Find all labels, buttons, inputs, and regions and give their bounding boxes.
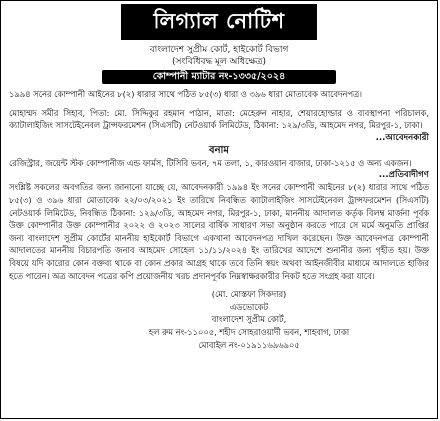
versus-label: বনাম: [209, 144, 229, 156]
jurisdiction: (সংবিধিবদ্ধ মূল অধিক্ষেত্র): [171, 57, 266, 67]
notice-title: লিগ্যাল নোটিশ: [121, 4, 317, 40]
petitioner-details: মোহাম্মদ সমীর সিহাব, পিতা: মো. সিদ্দিকুর রহমান পাঠান, মাতা: মেহেরুন নাহার, শেয়ারহোল্ডার ও ব্যবস্থাপনা পরিচালক, ক্যাটালাইজিং সাসটেইনেবল ট্রান্সফরমেশন (সিএসটি) নেটওয়ার্ক লিমিটেড, ঠিকানা: ১২৯/৩ডি, আহমেদ নগর, মিরপুর-১, ঢাকা।: [9, 107, 429, 131]
matter-number: কোম্পানী ম্যাটার নং-১৩৩৫/২০২৪: [102, 70, 336, 84]
signature-block: [1, 288, 437, 351]
advocate-court: বাংলাদেশ সুপ্রীম কোর্ট,: [211, 314, 287, 325]
respondent-details: রেজিস্ট্রার, জয়েন্ট স্টক কোম্পানীজ এন্ড ফার্মস, টিসিবি ভবন, ৭ম তলা, ১, কারওয়ান বাজার, ঢাকা-১২১৫ ও অন্য একজন।: [9, 157, 412, 168]
court-name: বাংলাদেশ সুপ্রীম কোর্ট, হাইকোর্ট বিভাগ: [149, 45, 289, 55]
notice-body: সংশ্লিষ্ট সকলের অবগতির জন্য জানানো যাচ্ছে যে, আবেদনকারী ১৯৯৪ ইং সনের কোম্পানী আইনের ৮(২) ধারার সাথে পঠিত ৮৫(৩) ও ৩৯৬ ধারা মোতাবেক ২২/০৩/২০২১ ইং তারিখে নিবন্ধিত ক্যাটালাইজিং সাসটেইনেবল ট্রান্সফরমেশন (সিএসটি) নেটওয়ার্ক লিমিটেড, নিবন্ধিত ঠিকানা: ১২৯/৩ডি, আহমেদ নগর, মিরপুর-১, ঢাকা, মাননীয় আদালত কর্তৃক বিলম্ব মার্জনা পূর্বক উক্ত কোম্পানীর উক্ত কোম্পানীর ২০২২ ও ২০২৩ সালের বার্ষিক সাধারণ সভা অনুষ্ঠান করতে পারে সে মর্মে অনুমতি প্রাপ্তির জন্য বাংলাদেশ সুপ্রীম কোর্টের মাননীয় হাইকোর্ট বিভাগে একখানা আবেদনপত্র দাখিল করেছেন। উক্ত আবেদনপত্র কোম্পানী আদালতের মাননীয় বিচারপতি জনাব আহমেদ সোহেল ১১/১১/২০২৪ ইং তারিখের আদেশে শুনানীর জন্য গৃহীত হয়। উক্ত বিষয়ে যদি কারোর কোন বক্তব্য থাকে বা কোন প্রকার আগ্রহ থাকে তবে তিনি স্বয়ং অথবা আইনজীবীর মাধ্যমে আদালতে হাজির হতে পারেন। অত্র আবেদন পত্রের কপি প্রয়োজনীয় খরচ প্রদানপূর্বক নিম্নস্বাক্ষরকারীর নিকট হতে সংগ্রহ করা যাবে।: [9, 182, 429, 281]
petitioner-role: ...আবেদনকারী: [375, 132, 429, 143]
advocate-designation: এডভোকেট: [230, 301, 268, 312]
application-intro: ১৯৯৪ সনের কোম্পানী আইনের ৮(২) ধারার সাথে পঠিত ৮৫(৩) ধারা ও ৩৯৬ ধারা মোতাবেক আবেদনপত্র।: [9, 89, 363, 99]
advocate-address: হল রুম নং-১১০০৫, শহীদ সোহরাওয়ার্দী ভবন, শাহবাগ, ঢাকা: [148, 326, 350, 337]
respondent-role: ...প্রতিবাদীগণ: [378, 170, 429, 181]
advocate-name: (মো. মোস্তফা সিকদার): [211, 289, 287, 300]
advocate-mobile: মোবাইল নং-০১৯১১৬৯৬৯০৫: [198, 339, 300, 350]
